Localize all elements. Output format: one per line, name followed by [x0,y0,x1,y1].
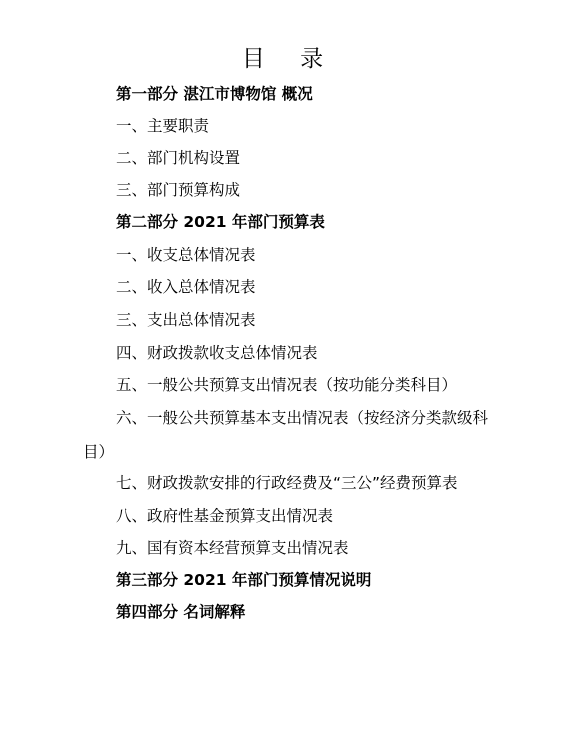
toc-part-3: 第三部分 2021 年部门预算情况说明 [116,571,372,589]
toc-part-1: 第一部分 湛江市博物馆 概况 [116,85,313,103]
toc-item: 三、支出总体情况表 [116,311,256,329]
toc-part-4: 第四部分 名词解释 [116,603,246,621]
toc-part-2: 第二部分 2021 年部门预算表 [116,213,325,231]
toc-item-continuation: 目） [83,443,115,461]
toc-item: 五、一般公共预算支出情况表（按功能分类科目） [116,376,458,394]
toc-item: 一、主要职责 [116,117,210,135]
toc-item: 七、财政拨款安排的行政经费及“三公”经费预算表 [116,474,458,492]
toc-item: 三、部门预算构成 [116,181,241,199]
toc-item-wrapped [83,401,521,461]
toc-item: 四、财政拨款收支总体情况表 [116,344,318,362]
toc-title: 目 录 [241,46,338,72]
toc-item: 一、收支总体情况表 [116,246,256,264]
toc-item: 九、国有资本经营预算支出情况表 [116,539,349,557]
toc-item: 二、收入总体情况表 [116,278,256,296]
toc-item-text: 六、一般公共预算基本支出情况表（按经济分类款级科 [116,409,489,427]
toc-item: 八、政府性基金预算支出情况表 [116,507,334,525]
toc-item: 二、部门机构设置 [116,149,241,167]
